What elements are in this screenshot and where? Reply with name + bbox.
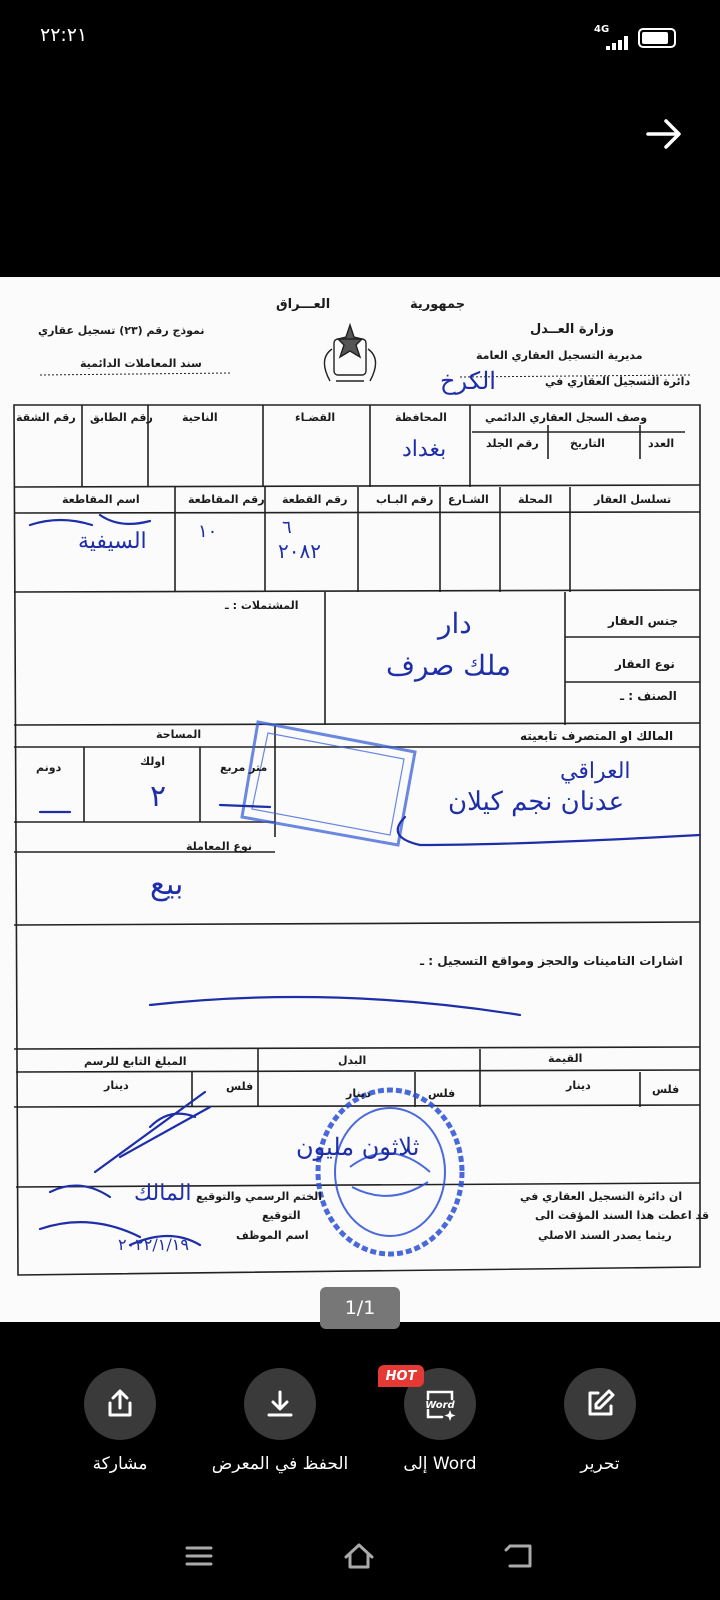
label-property-type: نوع العقار — [615, 657, 675, 671]
label-property-kind: جنس العقار — [608, 614, 679, 628]
label-encumbrances: اشارات التامينات والحجز ومواقع التسجيل : ـ — [420, 954, 683, 968]
save-to-gallery-button[interactable] — [244, 1368, 316, 1440]
word-label: إلى Word — [403, 1454, 477, 1474]
label-sqm: متر مربع — [220, 761, 268, 774]
handwritten-plot-no: ٦ — [282, 517, 292, 538]
label-owner: المالك او المتصرف تابعيته — [520, 729, 674, 743]
share-label: مشاركة — [92, 1454, 148, 1474]
handwritten-date: ٢٠٢٢/١/١٩ — [118, 1235, 189, 1254]
certification-line-2: قد اعطت هذا السند المؤقت الى — [535, 1209, 710, 1222]
handwritten-property-kind: دار — [438, 607, 472, 640]
label-donum: دونم — [36, 761, 62, 774]
battery-level — [642, 32, 668, 44]
label-subdistrict: الناحية — [182, 411, 218, 424]
signal-icon — [606, 36, 630, 50]
label-floor-no: رقم الطابق — [90, 411, 153, 424]
handwritten-consideration: ثلاثون مليون — [296, 1133, 420, 1161]
handwritten-recipient: المالك — [134, 1181, 192, 1206]
label-fils-2: فلس — [428, 1087, 456, 1100]
label-section-name: اسم المقاطعة — [62, 493, 140, 506]
certification-line-1: ان دائرة التسجيل العقاري في — [520, 1190, 683, 1203]
edit-button[interactable] — [564, 1368, 636, 1440]
iraq-emblem-icon — [324, 325, 375, 381]
label-dinar-3: دينار — [104, 1079, 129, 1092]
label-apartment-no: رقم الشقة — [16, 411, 76, 424]
page-indicator: 1/1 — [320, 1287, 400, 1329]
download-icon — [263, 1387, 297, 1421]
hot-badge: HOT — [378, 1365, 424, 1387]
header-republic: جمهورية — [410, 297, 466, 312]
handwritten-department-city: الكرخ — [440, 367, 496, 395]
header-ministry: وزارة العــدل — [530, 322, 615, 337]
label-governorate: المحافظة — [395, 411, 447, 424]
label-district: القضـاء — [295, 411, 336, 424]
label-property-seq: تسلسل العقار — [594, 493, 672, 506]
label-plot-no: رقم القطعة — [282, 493, 348, 506]
label-fils-3: فلس — [226, 1080, 254, 1093]
label-area: المساحة — [156, 728, 202, 741]
handwritten-owner-nationality: العراقي — [560, 759, 631, 784]
label-fee-amount: المبلغ التابع للرسم — [84, 1055, 187, 1068]
network-type: 4G — [594, 24, 610, 35]
edit-icon — [583, 1387, 617, 1421]
handwritten-section-no: ١٠ — [198, 521, 218, 542]
handwritten-owner-name: عدنان نجم كيلان — [448, 787, 625, 817]
word-icon-text: Word — [425, 1400, 455, 1411]
word-icon — [420, 1384, 460, 1424]
header-directorate: مديرية التسجيل العقاري العامة — [476, 349, 643, 362]
label-dinar-1: دينار — [566, 1079, 591, 1092]
next-arrow-icon[interactable] — [644, 114, 684, 154]
label-official-stamp: الختم الرسمي والتوقيع — [196, 1190, 323, 1203]
document-image[interactable] — [0, 277, 720, 1322]
label-number: العدد — [648, 437, 675, 450]
clock: ٢٢:٢١ — [40, 24, 88, 46]
battery-icon — [638, 28, 676, 48]
handwritten-transaction: بيع — [150, 867, 184, 902]
label-dinar-2: دينار — [346, 1087, 371, 1100]
label-transaction-type: نوع المعاملة — [186, 840, 252, 853]
share-button[interactable] — [84, 1368, 156, 1440]
label-consideration: البدل — [338, 1054, 367, 1067]
label-section-no: رقم المقاطعة — [188, 493, 265, 506]
home-icon[interactable] — [341, 1538, 377, 1574]
handwritten-governorate: بغداد — [402, 437, 447, 462]
label-date: التاريخ — [570, 437, 605, 450]
header-form-number: نموذج رقم (٢٣) تسجيل عقاري — [38, 324, 205, 337]
header-bond-title: سند المعاملات الدائمية — [80, 357, 202, 370]
back-icon[interactable] — [502, 1538, 538, 1574]
certification-line-3: ريثما يصدر السند الاصلي — [538, 1229, 672, 1242]
label-locality: المحلة — [518, 493, 553, 506]
label-value: القيمة — [548, 1052, 583, 1065]
label-employee-name: اسم الموظف — [236, 1229, 309, 1242]
handwritten-section-name: السيفية — [78, 529, 147, 554]
header-iraq: العـــراق — [276, 297, 331, 312]
handwritten-area-olk: ٢ — [150, 779, 167, 814]
label-volume-no: رقم الجلد — [486, 437, 539, 450]
label-fils-1: فلس — [652, 1083, 680, 1096]
edit-label: تحرير — [580, 1454, 620, 1474]
recent-apps-icon[interactable] — [181, 1538, 217, 1574]
save-label: الحفظ في المعرض — [211, 1454, 349, 1474]
label-property-desc: وصف السجل العقاري الدائمي — [485, 411, 648, 424]
label-street: الشـارع — [448, 493, 489, 506]
header-department: دائرة التسجيل العقاري في — [545, 375, 691, 388]
label-contents: المشتملات : ـ — [225, 599, 299, 612]
label-signature: التوقيع — [262, 1209, 301, 1222]
handwritten-property-type: ملك صرف — [386, 649, 512, 682]
label-door-no: رقم البـاب — [376, 493, 434, 506]
label-category: الصنف : ـ — [620, 689, 677, 703]
label-olk: اولك — [140, 755, 165, 768]
official-stamp — [318, 1090, 462, 1254]
stamp-rectangle — [242, 722, 415, 845]
handwritten-plot-no-2: ٢٠٨٢ — [278, 539, 321, 563]
status-bar — [0, 0, 720, 80]
share-icon — [103, 1387, 137, 1421]
